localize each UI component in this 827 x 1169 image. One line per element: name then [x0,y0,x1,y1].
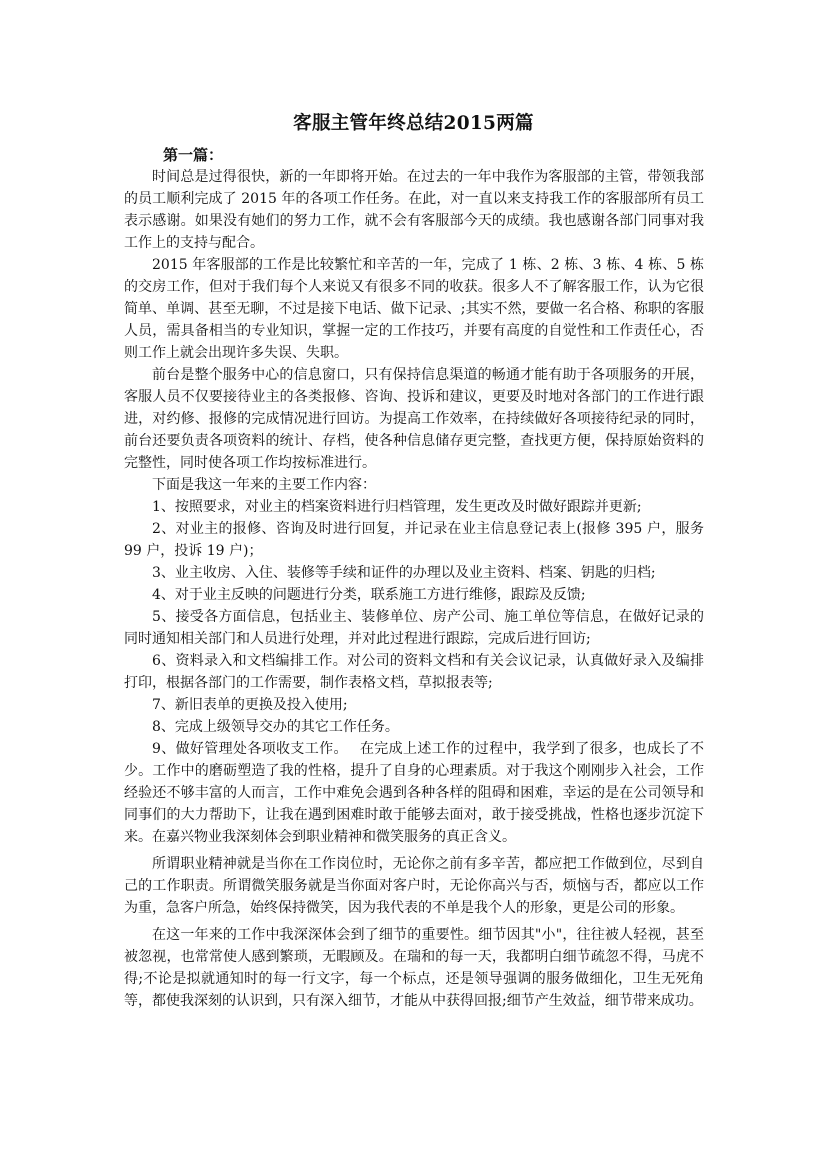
list-item-2: 2、对业主的报修、咨询及时进行回复，并记录在业主信息登记表上(报修 395 户，服务 99 户，投诉 19 户)； [124,521,704,559]
paragraph-front-desk: 前台是整个服务中心的信息窗口，只有保持信息渠道的畅通才能有助于各项服务的开展，客服人员不仅要接待业主的各类报修、咨询、投诉和建议，更要及时地对各部门的工作进行跟进，对约修、报修的完成情况进行回访。为提高工作效率，在持续做好各项接待纪录的同时，前台还要负责各项资料的统计、存档，使各种信息储存更完整，查找更方便，保持原始资料的完整性，同时使各项工作均按标准进行。 [124,367,704,471]
paragraph-details: 在这一年来的工作中我深深体会到了细节的重要性。细节因其"小"，往往被人轻视，甚至被忽视，也常常使人感到繁琐，无暇顾及。在瑞和的每一天，我都明白细节疏忽不得，马虎不得;不论是拟就通知时的每一行文字，每一个标点，还是领导强调的服务做细化，卫生无死角等，都使我深刻的认识到，只有深入细节，才能从中获得回报;细节产生效益，细节带来成功。 [124,927,704,1009]
paragraph-intro: 时间总是过得很快，新的一年即将开始。在过去的一年中我作为客服部的主管，带领我部的员工顺利完成了 2015 年的各项工作任务。在此，对一直以来支持我工作的客服部所有员工表示感谢。如果没有她们的努力工作，就不会有客服部今天的成绩。我也感谢各部门同事对我工作上的支持与配合。 [124,169,704,251]
paragraph-work-list-intro: 下面是我这一年来的主要工作内容： [152,477,376,493]
list-item-9: 9、做好管理处各项收支工作。 在完成上述工作的过程中，我学到了很多，也成长了不少。工作中的磨砺塑造了我的性格，提升了自身的心理素质。对于我这个刚刚步入社会，工作经验还不够丰富的人而言，工作中难免会遇到各种各样的阻碍和困难，幸运的是在公司领导和同事们的大力帮助下，让我在遇到困难时敢于能够去面对，敢于接受挑战，性格也逐步沉淀下来。在嘉兴物业我深刻体会到职业精神和微笑服务的真正含义。 [124,741,704,845]
document-body [124,166,704,1012]
list-item-3: 3、业主收房、入住、装修等手续和证件的办理以及业主资料、档案、钥匙的归档; [152,565,656,581]
list-item-5: 5、接受各方面信息，包括业主、装修单位、房产公司、施工单位等信息，在做好记录的同时通知相关部门和人员进行处理，并对此过程进行跟踪，完成后进行回访; [124,609,704,647]
document-title: 客服主管年终总结2015两篇 [293,113,534,134]
list-item-4: 4、对于业主反映的问题进行分类，联系施工方进行维修，跟踪及反馈; [152,587,586,603]
list-item-8: 8、完成上级领导交办的其它工作任务。 [152,719,399,735]
section-heading: 第一篇： [163,146,224,164]
list-item-1: 1、按照要求，对业主的档案资料进行归档管理，发生更改及时做好跟踪并更新; [152,499,642,515]
list-item-6: 6、资料录入和文档编排工作。对公司的资料文档和有关会议记录，认真做好录入及编排打印，根据各部门的工作需要，制作表格文档，草拟报表等; [124,653,704,691]
paragraph-professional-spirit: 所谓职业精神就是当你在工作岗位时，无论你之前有多辛苦，都应把工作做到位，尽到自己的工作职责。所谓微笑服务就是当你面对客户时，无论你高兴与否，烦恼与否，都应以工作为重，急客户所急，始终保持微笑，因为我代表的不单是我个人的形象，更是公司的形象。 [124,856,704,916]
list-item-7: 7、新旧表单的更换及投入使用; [152,697,348,713]
paragraph-2015-work: 2015 年客服部的工作是比较繁忙和辛苦的一年，完成了 1 栋、2 栋、3 栋、4 栋、5 栋的交房工作，但对于我们每个人来说又有很多不同的收获。很多人不了解客服工作，认为它很简单、单调、甚至无聊，不过是接下电话、做下记录、;其实不然，要做一名合格、称职的客服人员，需具备相当的专业知识，掌握一定的工作技巧，并要有高度的自觉性和工作责任心，否则工作上就会出现许多失误、失职。 [124,257,704,361]
